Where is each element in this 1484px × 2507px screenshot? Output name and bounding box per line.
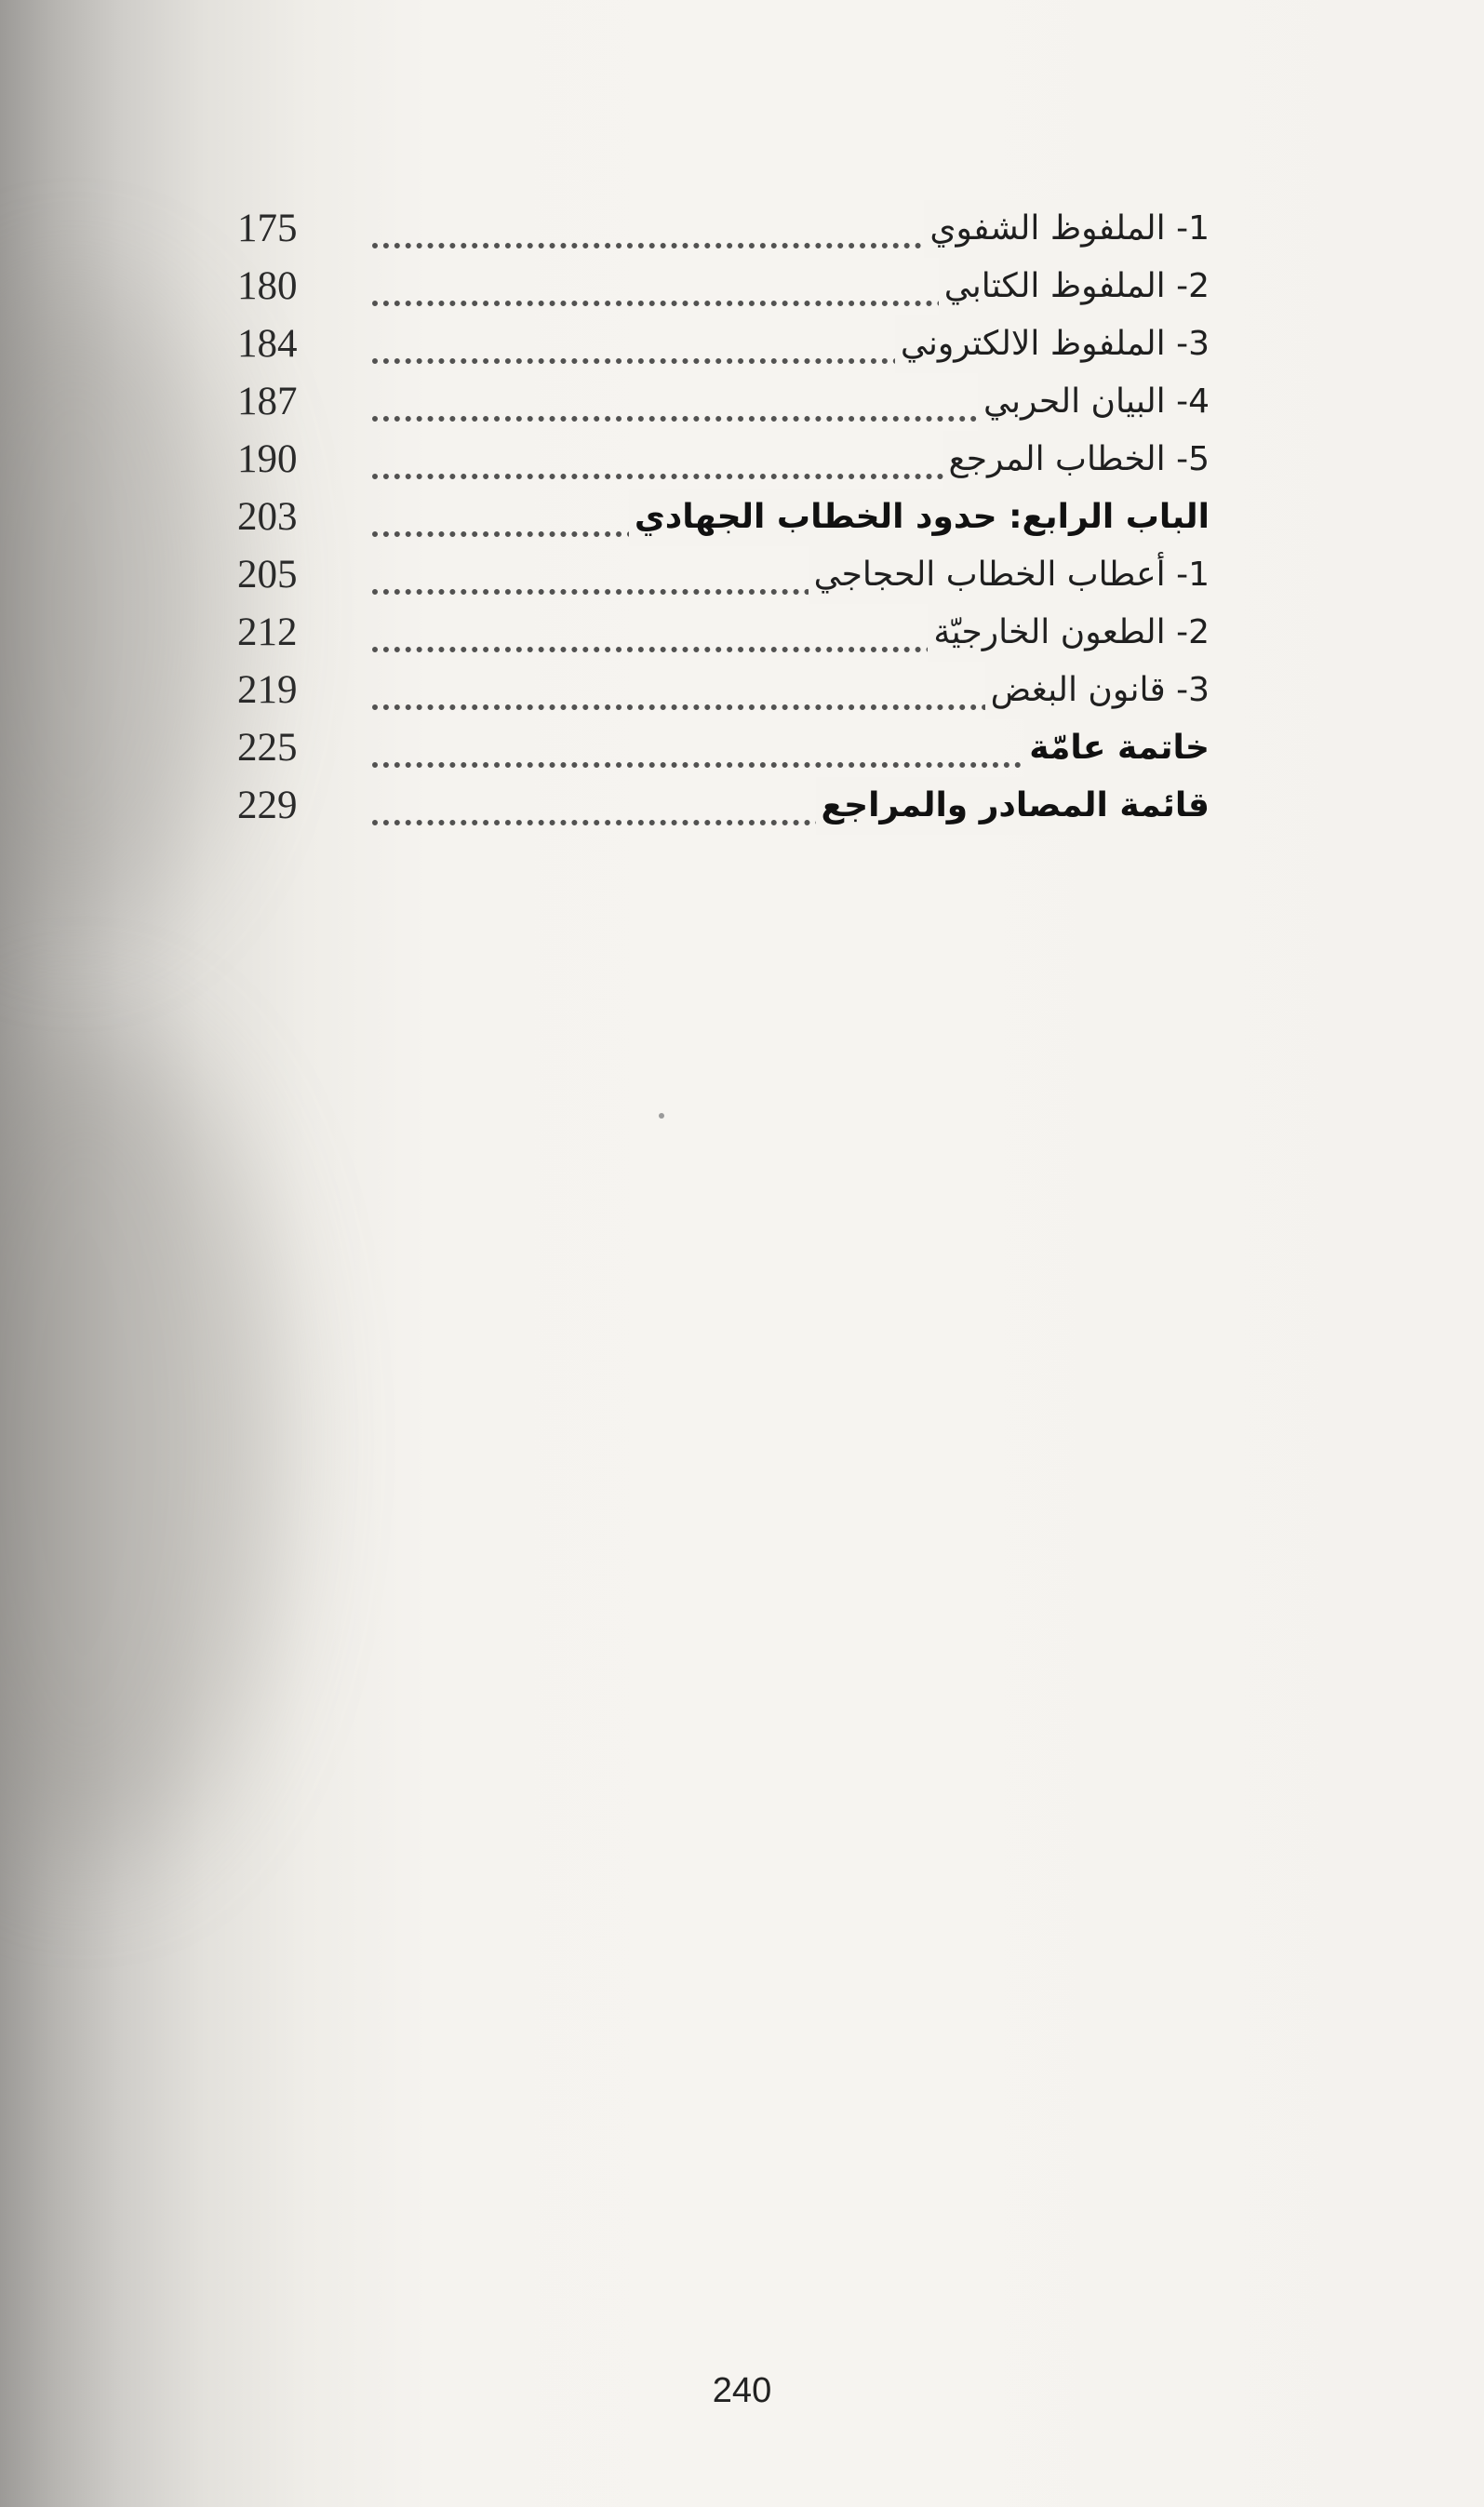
toc-entry-title: 4- البيان الحربي — [978, 373, 1210, 431]
table-of-contents — [237, 200, 1210, 835]
toc-entry-page: 175 — [237, 207, 298, 250]
toc-entry-page: 203 — [237, 495, 298, 539]
toc-entry — [237, 200, 1210, 258]
toc-entry-page: 212 — [237, 610, 298, 654]
page-shadow — [0, 279, 242, 931]
toc-entry — [237, 604, 1210, 662]
toc-entry-page: 229 — [237, 784, 298, 827]
toc-entry-title: 2- الملفوظ الكتابي — [939, 258, 1210, 315]
paper-speck — [659, 1113, 664, 1119]
toc-entry-title: 3- قانون البغض — [985, 662, 1210, 719]
toc-entry-title: 3- الملفوظ الالكتروني — [895, 315, 1210, 373]
toc-entry-title: خاتمة عامّة — [1023, 719, 1210, 777]
page-number: 240 — [712, 2371, 772, 2410]
toc-section-heading — [237, 489, 1210, 546]
toc-entry-page: 184 — [237, 322, 298, 366]
page-shadow — [0, 1024, 279, 1861]
toc-entry-title: الباب الرابع: حدود الخطاب الجهادي — [629, 489, 1210, 546]
toc-section-heading — [237, 719, 1210, 777]
toc-entry-page: 225 — [237, 726, 298, 770]
toc-entry-page: 219 — [237, 668, 298, 712]
toc-entry — [237, 431, 1210, 489]
toc-entry-title: 2- الطعون الخارجيّة — [928, 604, 1210, 662]
toc-entry — [237, 546, 1210, 604]
toc-entry-title: قائمة المصادر والمراجع — [816, 777, 1210, 835]
toc-section-heading — [237, 777, 1210, 835]
toc-entry-page: 187 — [237, 380, 298, 423]
toc-entry — [237, 315, 1210, 373]
toc-entry-title: 1- الملفوظ الشفوي — [924, 200, 1210, 258]
toc-entry-page: 180 — [237, 264, 298, 308]
toc-entry-page: 205 — [237, 553, 298, 597]
toc-entry-title: 1- أعطاب الخطاب الحجاجي — [809, 546, 1210, 604]
toc-entry — [237, 373, 1210, 431]
toc-entry-page: 190 — [237, 437, 298, 481]
toc-entry — [237, 662, 1210, 719]
toc-entry — [237, 258, 1210, 315]
toc-entry-title: 5- الخطاب المرجع — [943, 431, 1210, 489]
